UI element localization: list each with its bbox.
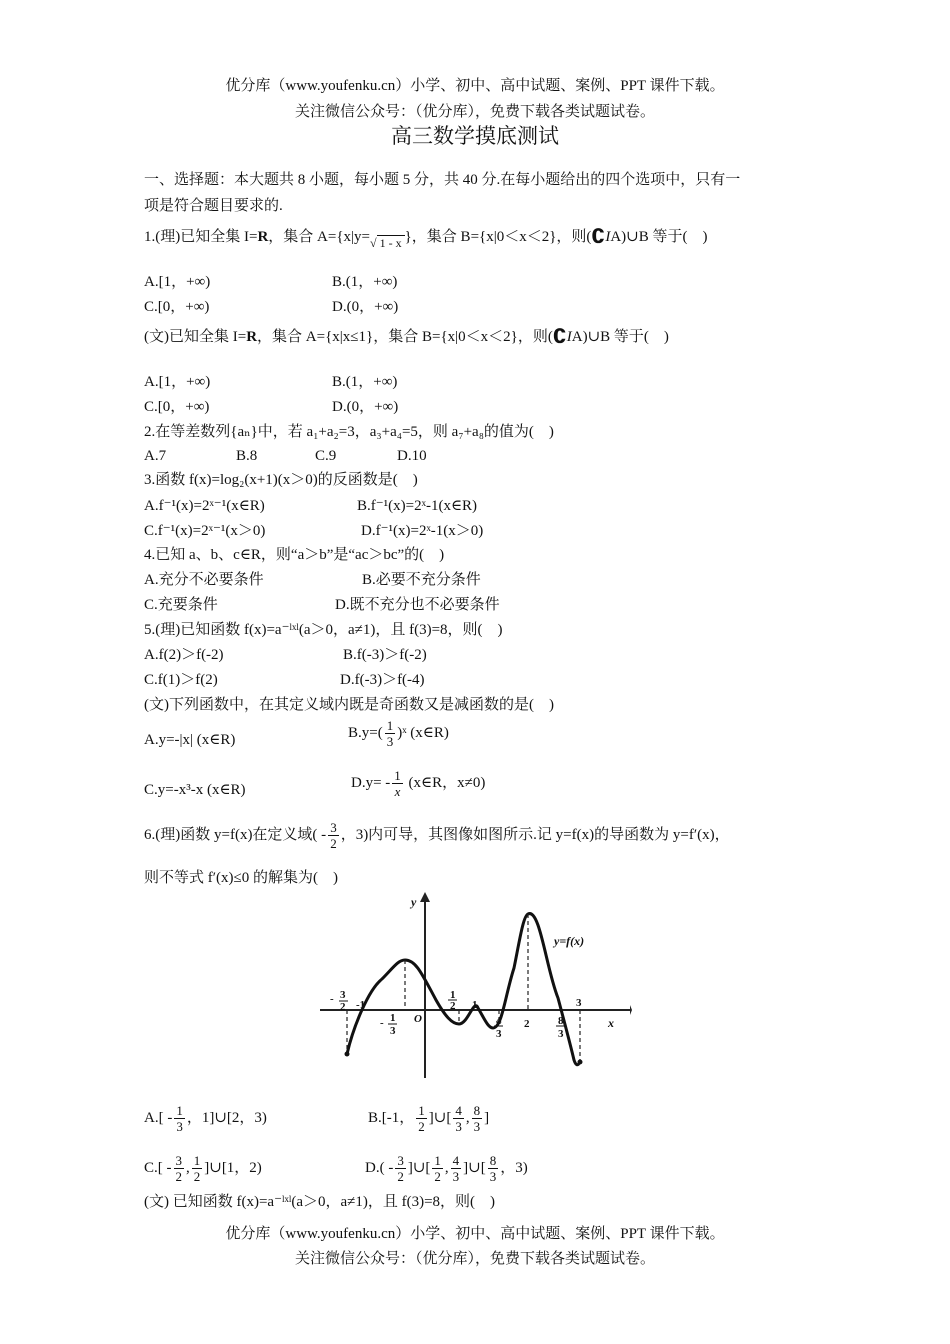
svg-text:-: - — [330, 993, 334, 1005]
q5-li-option-d: D.f(-3)＞f(-4) — [340, 672, 425, 688]
q1-wen-stem: (文)已知全集 I=R，集合 A={x|x≤1}，集合 B={x|0＜x＜2}，则(∁IA)∪B 等于( ) — [144, 324, 669, 348]
q5-li-stem: 5.(理)已知函数 f(x)=a⁻ˡˣˡ(a＞0，a≠1)，且 f(3)=8，则( ) — [144, 622, 503, 638]
q1-wen-option-c: C.[0，+∞) — [144, 399, 210, 415]
q3-option-a: A.f⁻¹(x)=2ˣ⁻¹(x∈R) — [144, 498, 265, 514]
complement-icon: ∁ — [552, 324, 567, 348]
q5-li-option-c: C.f(1)＞f(2) — [144, 672, 218, 688]
header-line-1: 优分库（www.youfenku.cn）小学、初中、高中试题、案例、PPT 课件下载。 — [225, 78, 725, 94]
x-axis-label: x — [608, 1016, 614, 1030]
q3-option-d: D.f⁻¹(x)=2ˣ-1(x＞0) — [361, 523, 484, 539]
svg-text:-: - — [380, 1017, 384, 1029]
q4-option-d: D.既不充分也不必要条件 — [335, 597, 500, 613]
q5-wen-option-d: D.y= - $\frac{1}{x}$ (x∈R，x≠0) — [351, 768, 486, 799]
function-graph — [318, 888, 634, 1082]
q2-option-b: B.8 — [236, 448, 258, 464]
q3-stem: 3.函数 f(x)=log₂(x+1)(x＞0)的反函数是( ) — [144, 472, 418, 488]
q6-stem-cont: 则不等式 f′(x)≤0 的解集为( ) — [144, 870, 338, 886]
q6-option-d: D.( - $\frac{3}{2}$ ]∪[ $\frac{1}{2}$ , $\frac{4}{3}$ ]∪[ $\frac{8}{3}$ ，3) — [365, 1153, 528, 1184]
q6-option-c: C.[ - $\frac{3}{2}$ , $\frac{1}{2}$ ]∪[1，2) — [144, 1153, 262, 1184]
svg-text:-1: -1 — [356, 999, 366, 1011]
q2-option-c: C.9 — [315, 448, 337, 464]
q3-option-c: C.f⁻¹(x)=2ˣ⁻¹(x＞0) — [144, 523, 266, 539]
footer-line-2: 关注微信公众号：（优分库），免费下载各类试题试卷。 — [294, 1251, 655, 1267]
q4-option-c: C.充要条件 — [144, 597, 218, 613]
q2-option-a: A.7 — [144, 448, 167, 464]
q1-li-option-a: A.[1，+∞) — [144, 274, 211, 290]
q4-option-a: A.充分不必要条件 — [144, 572, 264, 588]
sqrt-expression: √ 1 - x — [370, 233, 405, 253]
svg-text:4: 4 — [496, 1015, 502, 1027]
q2-option-d: D.10 — [397, 448, 427, 464]
page-title: 高三数学摸底测试 — [391, 124, 559, 148]
q5-wen-option-c: C.y=-x³-x (x∈R) — [144, 782, 246, 798]
q3-option-b: B.f⁻¹(x)=2ˣ-1(x∈R) — [357, 498, 478, 514]
header-line-2: 关注微信公众号：（优分库），免费下载各类试题试卷。 — [294, 104, 655, 120]
endpoint-left — [345, 1052, 350, 1057]
q5-wen-option-b: B.y=( $\frac{1}{3}$ )ˣ (x∈R) — [348, 718, 449, 749]
q4-stem: 4.已知 a、b、c∈R，则“a＞b”是“ac＞bc”的( ) — [144, 547, 445, 563]
q6-option-b: B.[-1， $\frac{1}{2}$ ]∪[ $\frac{4}{3}$ , $\frac{8}{3}$ ] — [368, 1103, 490, 1134]
origin-label: O — [414, 1013, 422, 1025]
q6-wen-stem: (文) 已知函数 f(x)=a⁻ˡˣˡ(a＞0，a≠1)，且 f(3)=8，则( ) — [144, 1194, 496, 1210]
q5-wen-option-a: A.y=-|x| (x∈R) — [144, 732, 236, 748]
curve-label: y=f(x) — [554, 934, 585, 948]
svg-text:3: 3 — [340, 989, 346, 1001]
q1-wen-option-d: D.(0，+∞) — [332, 399, 399, 415]
q1-li-option-b: B.(1，+∞) — [332, 274, 398, 290]
footer-line-1: 优分库（www.youfenku.cn）小学、初中、高中试题、案例、PPT 课件下载。 — [225, 1226, 725, 1242]
guide-lines — [347, 914, 580, 1062]
svg-text:1: 1 — [472, 999, 478, 1011]
q5-wen-stem: (文)下列函数中，在其定义域内既是奇函数又是减函数的是( ) — [144, 697, 554, 713]
svg-text:3: 3 — [496, 1028, 502, 1040]
curve-y-fx — [347, 914, 580, 1065]
svg-text:1: 1 — [450, 989, 456, 1001]
q2-stem: 2.在等差数列{aₙ}中，若 a₁+a₂=3，a₃+a₄=5，则 a₇+a₈的值为( ) — [144, 424, 554, 440]
q1-li-option-c: C.[0，+∞) — [144, 299, 210, 315]
svg-text:2: 2 — [450, 1000, 456, 1012]
svg-text:2: 2 — [340, 1001, 346, 1013]
q1-li-option-d: D.(0，+∞) — [332, 299, 399, 315]
section-heading-cont: 项是符合题目要求的. — [144, 198, 283, 214]
y-axis-label: y — [411, 895, 417, 909]
svg-text:8: 8 — [558, 1015, 564, 1027]
svg-text:3: 3 — [576, 997, 582, 1009]
svg-text:1: 1 — [390, 1012, 396, 1024]
endpoint-right — [578, 1060, 583, 1065]
section-heading: 一、选择题：本大题共 8 小题，每小题 5 分，共 40 分.在每小题给出的四个选项中，只有一 — [144, 172, 741, 188]
complement-icon: ∁ — [591, 224, 606, 248]
svg-text:3: 3 — [558, 1028, 564, 1040]
q6-stem: 6.(理)函数 y=f(x)在定义域( - $\frac{3}{2}$ ，3)内可导，其图像如图所示.记 y=f(x)的导函数为 y=f′(x)， — [144, 820, 730, 851]
q6-option-a: A.[ - $\frac{1}{3}$ ，1]∪[2，3) — [144, 1103, 267, 1134]
q5-li-option-b: B.f(-3)＞f(-2) — [343, 647, 427, 663]
q1-wen-option-a: A.[1，+∞) — [144, 374, 211, 390]
q4-option-b: B.必要不充分条件 — [362, 572, 481, 588]
q5-li-option-a: A.f(2)＞f(-2) — [144, 647, 224, 663]
svg-text:3: 3 — [390, 1025, 396, 1037]
q1-wen-option-b: B.(1，+∞) — [332, 374, 398, 390]
q1-li-stem: 1.(理)已知全集 I=R，集合 A={x|y=√ 1 - x }，集合 B={x|0＜x＜2}，则(∁IA)∪B 等于( ) — [144, 226, 708, 253]
svg-text:2: 2 — [524, 1018, 530, 1030]
